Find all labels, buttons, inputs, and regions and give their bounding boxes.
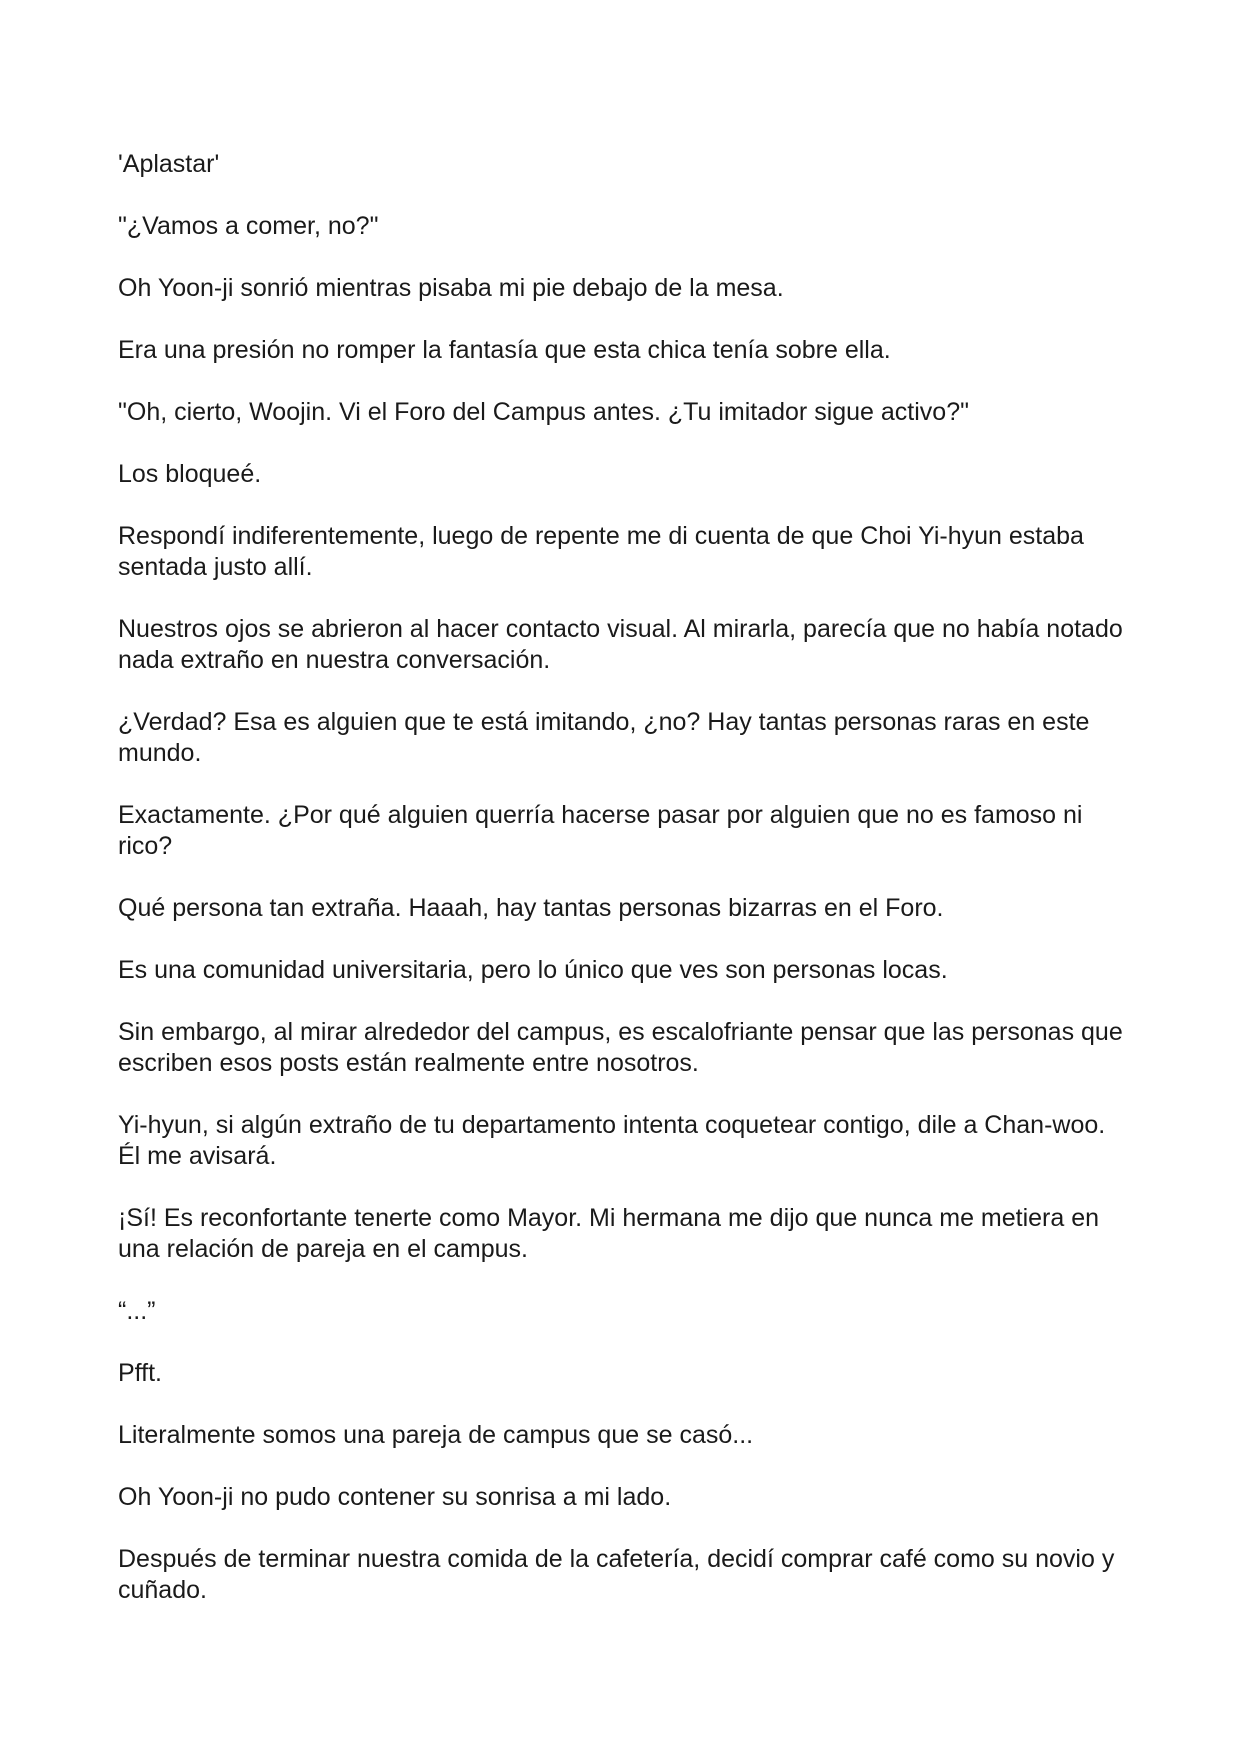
paragraph: 'Aplastar': [118, 150, 220, 178]
document-body: [118, 149, 1128, 1637]
paragraph: Exactamente. ¿Por qué alguien querría hacerse pasar por alguien que no es famoso ni rico?: [118, 801, 1083, 860]
paragraph: “...”: [118, 1297, 156, 1325]
paragraph: Respondí indiferentemente, luego de repente me di cuenta de que Choi Yi-hyun estaba sentada justo allí.: [118, 522, 1084, 581]
paragraph: Oh Yoon-ji sonrió mientras pisaba mi pie debajo de la mesa.: [118, 274, 784, 302]
paragraph: "Oh, cierto, Woojin. Vi el Foro del Campus antes. ¿Tu imitador sigue activo?": [118, 398, 969, 426]
paragraph: Pfft.: [118, 1359, 163, 1387]
paragraph: Es una comunidad universitaria, pero lo único que ves son personas locas.: [118, 956, 948, 984]
paragraph: Después de terminar nuestra comida de la cafetería, decidí comprar café como su novio y cuñado.: [118, 1545, 1115, 1604]
paragraph: Qué persona tan extraña. Haaah, hay tantas personas bizarras en el Foro.: [118, 894, 944, 922]
paragraph: ¡Sí! Es reconfortante tenerte como Mayor. Mi hermana me dijo que nunca me metiera en una relación de pareja en el campus.: [118, 1204, 1100, 1263]
paragraph: Nuestros ojos se abrieron al hacer contacto visual. Al mirarla, parecía que no había notado nada extraño en nuestra conversación.: [118, 615, 1123, 674]
paragraph: Sin embargo, al mirar alrededor del campus, es escalofriante pensar que las personas que escriben esos posts están realmente entre nosotros.: [118, 1018, 1123, 1077]
paragraph: Oh Yoon-ji no pudo contener su sonrisa a mi lado.: [118, 1483, 672, 1511]
paragraph: "¿Vamos a comer, no?": [118, 212, 379, 240]
paragraph: ¿Verdad? Esa es alguien que te está imitando, ¿no? Hay tantas personas raras en este mundo.: [118, 708, 1090, 767]
paragraph: Yi-hyun, si algún extraño de tu departamento intenta coquetear contigo, dile a Chan-woo. Él me avisará.: [118, 1111, 1106, 1170]
paragraph: Los bloqueé.: [118, 460, 262, 488]
paragraph: Literalmente somos una pareja de campus que se casó...: [118, 1421, 754, 1449]
paragraph: Era una presión no romper la fantasía que esta chica tenía sobre ella.: [118, 336, 891, 364]
